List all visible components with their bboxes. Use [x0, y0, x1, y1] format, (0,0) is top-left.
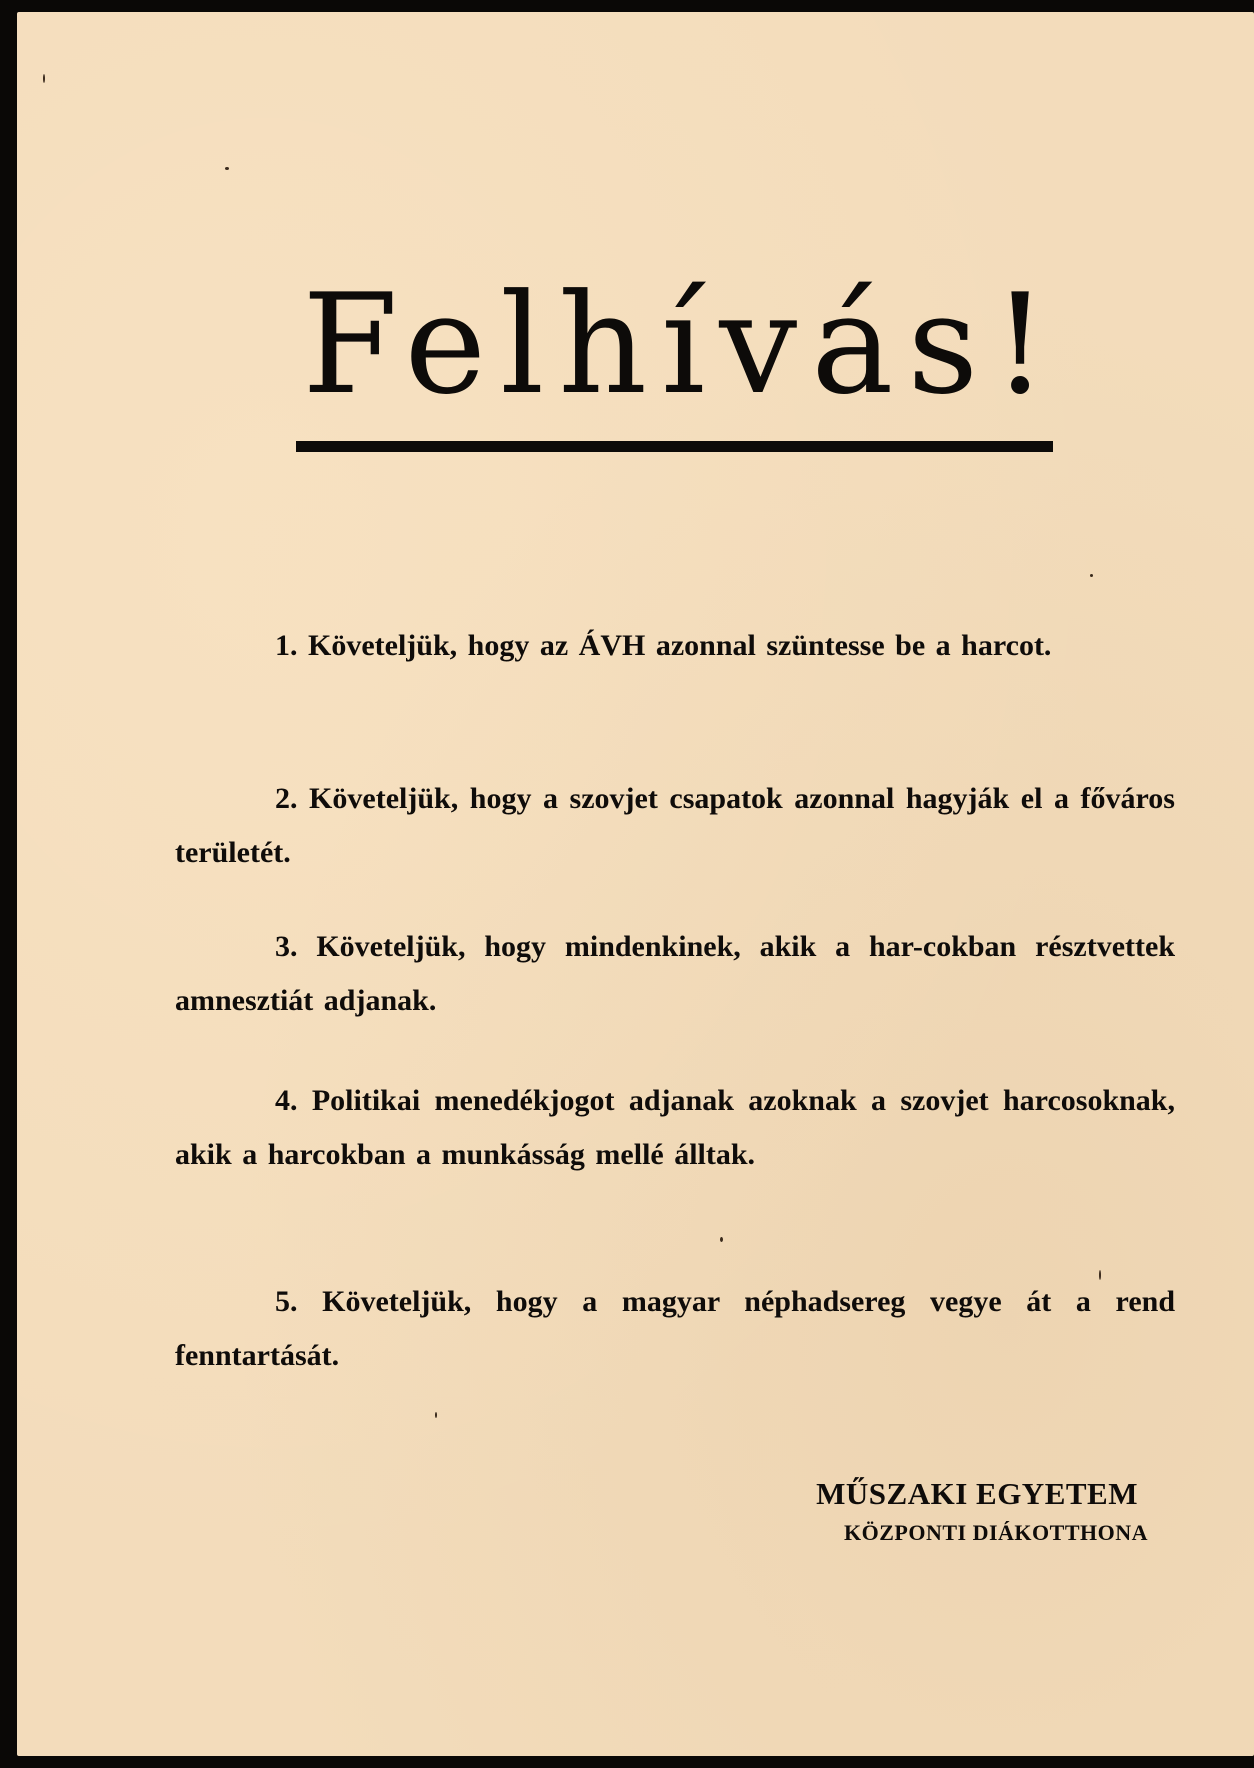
demand-item-4: 4. Politikai menedékjogot adjanak azoknak a szovjet harcosoknak, akik a harcokban a munkásság mellé álltak. [175, 1084, 1175, 1171]
demand-item-3: 3. Követeljük, hogy mindenkinek, akik a har-cokban résztvettek amnesztiát adjanak. [175, 930, 1175, 1017]
signature-block [816, 1472, 1148, 1550]
demand-item-5: 5. Követeljük, hogy a magyar néphadsereg vegye át a rend fenntartását. [175, 1285, 1175, 1372]
paper-speck [1099, 1270, 1101, 1280]
paper-speck [435, 1412, 437, 1418]
paper-speck [225, 167, 229, 170]
demand-item-2: 2. Követeljük, hogy a szovjet csapatok azonnal hagyják el a főváros területét. [175, 782, 1175, 869]
title-underline [296, 441, 1053, 452]
paper-speck [43, 74, 45, 83]
paper-speck [1090, 574, 1093, 577]
signature-line-2: KÖZPONTI DIÁKOTTHONA [844, 1520, 1148, 1545]
demand-item-1: 1. Követeljük, hogy az ÁVH azonnal szüntesse be a harcot. [275, 629, 1052, 662]
document-title: Felhívás! [302, 264, 1062, 425]
signature-line-1: MŰSZAKI EGYETEM [816, 1476, 1138, 1511]
paper-speck [720, 1237, 723, 1242]
paper-sheet [17, 12, 1254, 1756]
